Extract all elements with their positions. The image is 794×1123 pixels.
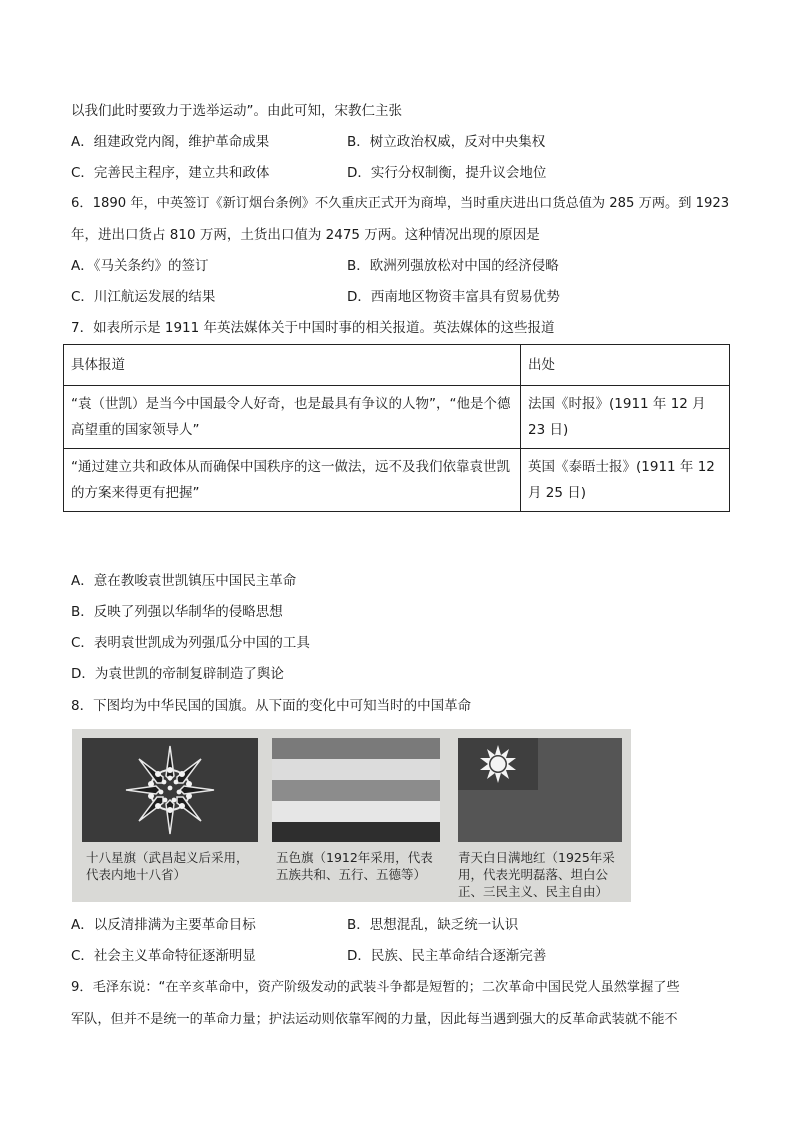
five-color-flag <box>272 738 440 842</box>
q8-option-d[interactable]: D．民族、民主革命结合逐渐完善 <box>347 948 547 964</box>
flag3-caption-line2: 用，代表光明磊落、坦白公 <box>458 867 609 882</box>
q5-option-d[interactable]: D．实行分权制衡，提升议会地位 <box>347 165 547 181</box>
table-row <box>64 449 730 512</box>
flag1-caption-line2: 代表内地十八省） <box>86 867 187 882</box>
flag3-caption-line3: 正、三民主义、民主自由） <box>458 884 609 899</box>
flag2-caption-line1: 五色旗（1912年采用，代表 <box>276 850 433 865</box>
q6-stem-line1: 6．1890 年，中英签订《新订烟台条例》不久重庆正式开为商埠，当时重庆进出口货总值为 285 万两。到 1923 <box>71 196 730 211</box>
q7-option-a[interactable]: A．意在教唆袁世凯镇压中国民主革命 <box>71 573 297 589</box>
q8-option-b[interactable]: B．思想混乱，缺乏统一认识 <box>347 917 519 933</box>
q5-option-b[interactable]: B．树立政治权威，反对中央集权 <box>347 134 546 150</box>
q7-stem: 7．如表所示是 1911 年英法媒体关于中国时事的相关报道。英法媒体的这些报道 <box>71 320 555 336</box>
flag2-caption <box>276 849 433 883</box>
q6-option-b[interactable]: B．欧洲列强放松对中国的经济侵略 <box>347 258 559 274</box>
q6-option-a[interactable]: A．《马关条约》的签订 <box>71 258 209 274</box>
q7-option-d[interactable]: D．为袁世凯的帝制复辟制造了舆论 <box>71 666 284 682</box>
q6-option-d[interactable]: D．西南地区物资丰富具有贸易优势 <box>347 289 560 305</box>
report-table <box>63 344 730 512</box>
table-row <box>64 386 730 449</box>
flag2-caption-line2: 五族共和、五行、五德等） <box>276 867 427 882</box>
q9-stem-line2: 军队，但并不是统一的革命力量；护法运动则依靠军阀的力量，因此每当遇到强大的反革命武装就不能不 <box>71 1012 678 1027</box>
table-header-source: 出处 <box>521 345 730 386</box>
blue-sky-white-sun-flag <box>458 738 622 842</box>
flag3-caption-line1: 青天白日满地红（1925年采 <box>458 850 615 865</box>
table-cell-source: 英国《泰晤士报》(1911 年 12 月 25 日) <box>521 449 730 512</box>
table-cell-report: “袁（世凯）是当今中国最令人好奇，也是最具有争议的人物”，“他是个德高望重的国家领导人” <box>64 386 521 449</box>
q8-option-c[interactable]: C．社会主义革命特征逐渐明显 <box>71 948 256 964</box>
q8-stem: 8．下图均为中华民国的国旗。从下面的变化中可知当时的中国革命 <box>71 698 472 714</box>
table-header-report: 具体报道 <box>64 345 521 386</box>
q9-stem-line1: 9．毛泽东说：“在辛亥革命中，资产阶级发动的武装斗争都是短暂的；二次革命中国民党人虽然掌握了些 <box>71 980 680 995</box>
table-header-row <box>64 345 730 386</box>
q6-stem-line2: 年，进出口货占 810 万两，土货出口值为 2475 万两。这种情况出现的原因是 <box>71 227 540 243</box>
q7-option-b[interactable]: B．反映了列强以华制华的侵略思想 <box>71 604 283 620</box>
q7-option-c[interactable]: C．表明袁世凯成为列强瓜分中国的工具 <box>71 635 310 651</box>
flags-figure <box>72 729 631 902</box>
flag1-caption <box>86 849 249 883</box>
q6-option-c[interactable]: C．川江航运发展的结果 <box>71 289 216 305</box>
q5-option-c[interactable]: C．完善民主程序，建立共和政体 <box>71 165 270 181</box>
flag3-caption <box>458 849 615 900</box>
table-cell-report: “通过建立共和政体从而确保中国秩序的这一做法，远不及我们依靠袁世凯的方案来得更有把握” <box>64 449 521 512</box>
flag1-caption-line1: 十八星旗（武昌起义后采用， <box>86 850 249 865</box>
eighteen-star-flag <box>82 738 258 842</box>
line-q5-stem: 以我们此时要致力于选举运动”。由此可知，宋教仁主张 <box>71 103 402 119</box>
q5-option-a[interactable]: A．组建政党内阁，维护革命成果 <box>71 134 270 150</box>
table-cell-source: 法国《时报》(1911 年 12 月 23 日) <box>521 386 730 449</box>
q8-option-a[interactable]: A．以反清排满为主要革命目标 <box>71 917 256 933</box>
